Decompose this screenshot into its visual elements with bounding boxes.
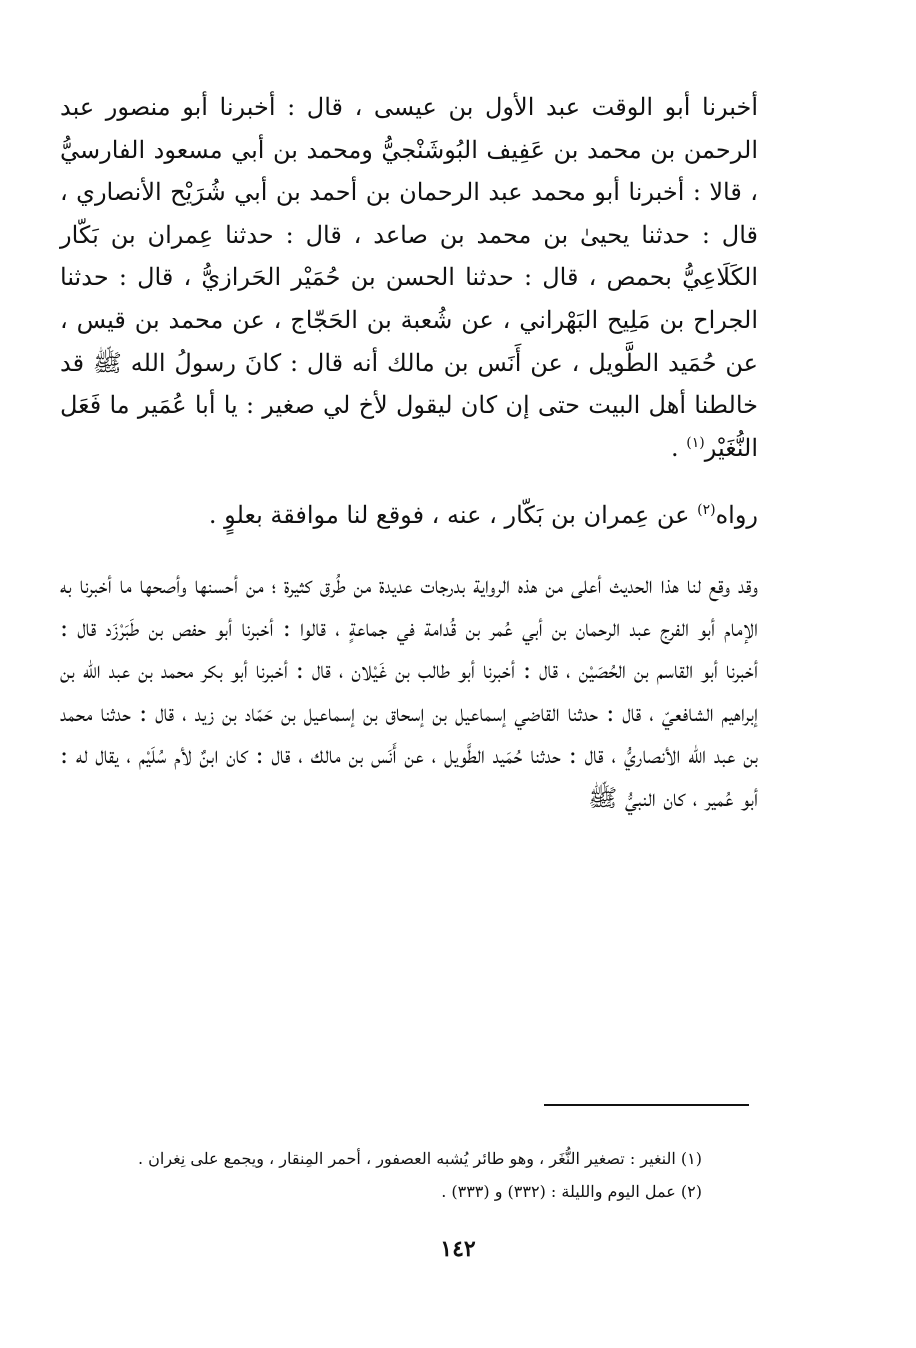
- paragraph-text: وقد وقع لنا هذا الحديث أعلى من هذه الرواية بدرجات عديدة من طُرق كثيرة ؛ من أحسنها وأصحها ما أخبرنا به الإمام أبو الفرج عبد الرحمان بن أبي عُمر بن قُدامة في جماعةٍ ، قالوا : أخبرنا أبو حفص بن طَبَرْزَد قال : أخبرنا أبو القاسم بن الحُصَيْن ، قال : أخبرنا أبو طالب بن غَيْلان ، قال : أخبرنا أبو بكر محمد بن عبد الله بن إبراهيم الشافعيّ ، قال : حدثنا القاضي إسماعيل بن إسحاق بن إسماعيل بن حَمّاد بن زيد ، قال : حدثنا محمد بن عبد الله الأنصاريُّ ، قال : حدثنا حُمَيد الطَّويل ، عن أَنَس بن مالك ، قال : كان ابنٌ لأم سُلَيْم ، يقال له : أبو عُمير ، كان النبيُّ ﷺ: [60, 570, 758, 812]
- footnote-separator: [544, 1104, 749, 1106]
- main-text: [60, 86, 758, 820]
- paragraph-hadith-isnad: [60, 86, 758, 469]
- paragraph-riwayah: [60, 494, 758, 537]
- footnote-ref-2: (٢): [697, 502, 716, 519]
- paragraph-text: رواه: [715, 501, 758, 530]
- paragraph-text: أخبرنا أبو الوقت عبد الأول بن عيسى ، قال : أخبرنا أبو منصور عبد الرحمن بن محمد بن عَفِيف البُوشَنْجيُّ ومحمد بن أبي مسعود الفارسيُّ ، قالا : أخبرنا أبو محمد عبد الرحمان بن أحمد بن أبي شُرَيْح الأنصاري ، قال : حدثنا يحيىٰ بن محمد بن صاعد ، قال : حدثنا عِمران بن بَكّار الكَلَاعِيُّ بحمص ، قال : حدثنا الحسن بن حُمَيْر الحَرازيُّ ، قال : حدثنا الجراح بن مَلِيح البَهْراني ، عن شُعبة بن الحَجّاج ، عن محمد بن قيس ، عن حُمَيد الطَّويل ، عن أَنَس بن مالك أنه قال : كانَ رسولُ الله ﷺ قد خالطنا أهل البيت حتى إن كان ليقول لأخ لي صغير : يا أبا عُمَير ما فَعَل النُّغَيْر: [60, 93, 759, 462]
- page-number: ١٤٢: [440, 1236, 476, 1262]
- footnote-1: (١) النغير : تصغير النُّغَر ، وهو طائر يُشبه العصفور ، أحمر المِنقار ، ويجمع على نِغران .: [137, 1149, 702, 1168]
- paragraph-higher-chain: [60, 564, 758, 820]
- footnote-ref-1: (١): [686, 434, 705, 451]
- footnotes: [60, 1142, 702, 1208]
- footnote-2: (٢) عمل اليوم والليلة : (٣٣٢) و (٣٣٣) .: [441, 1182, 702, 1201]
- paragraph-text-cont: عن عِمران بن بَكّار ، عنه ، فوقع لنا موافقة بعلوٍ .: [208, 501, 690, 530]
- paragraph-end: .: [670, 433, 687, 462]
